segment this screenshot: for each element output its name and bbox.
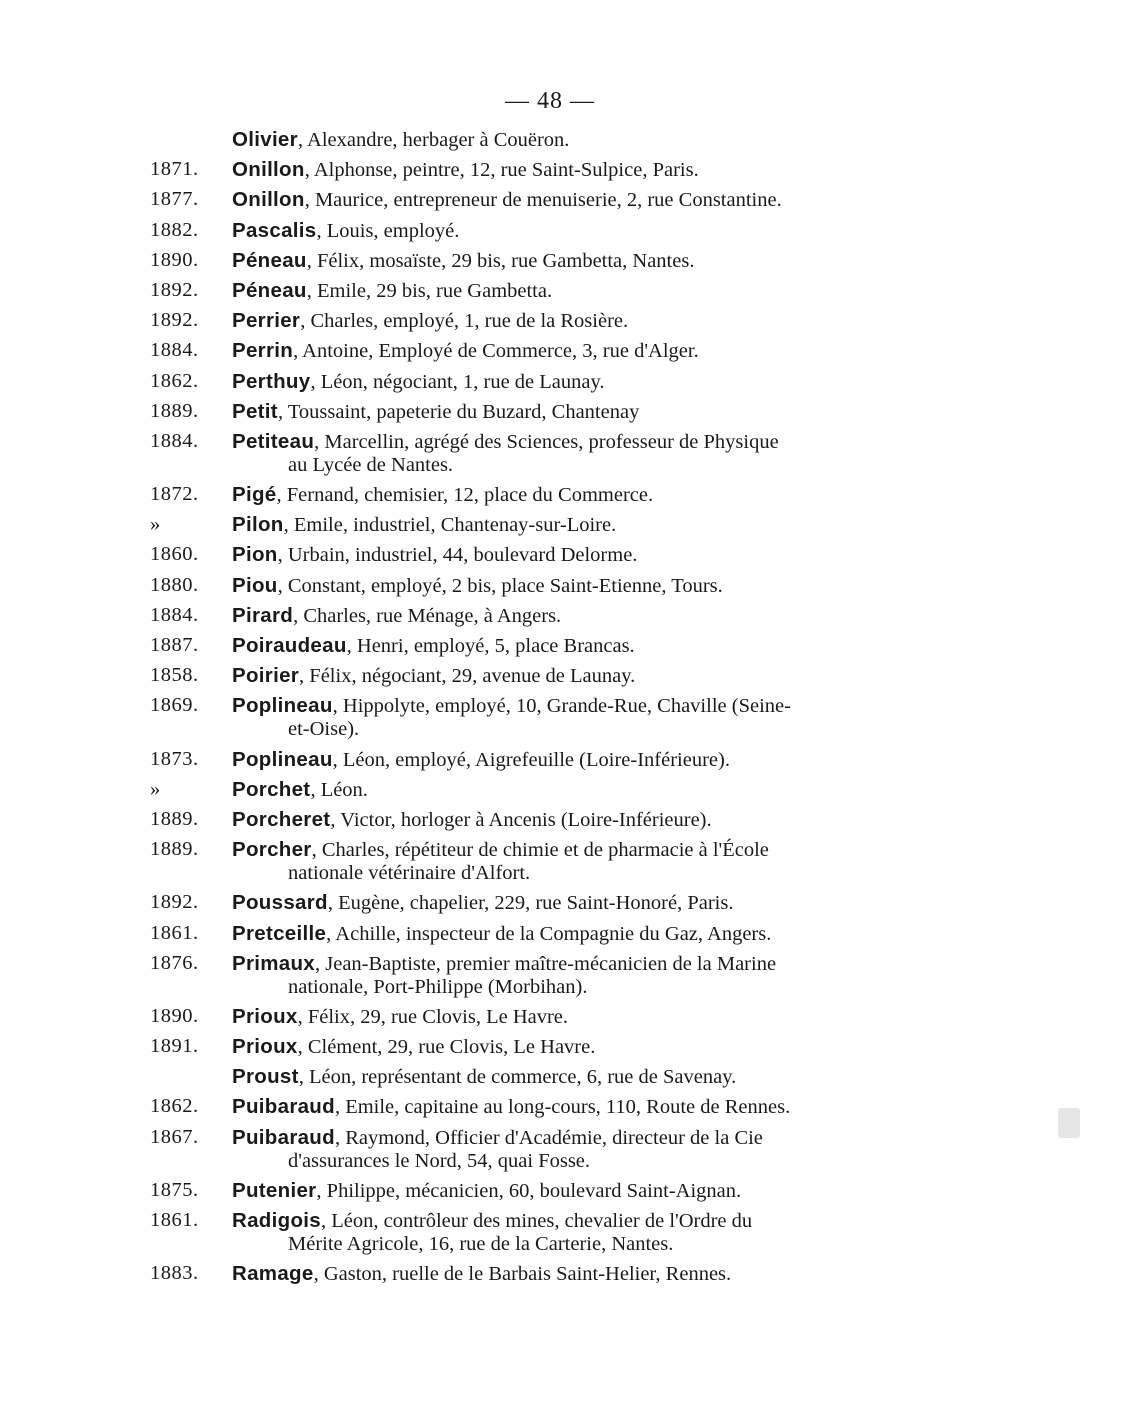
entry-details: , Achille, inspecteur de la Compagnie du Gaz, Angers. [326, 922, 772, 945]
entry-year: 1861. [150, 921, 199, 944]
list-item [150, 1005, 970, 1029]
list-item [150, 634, 970, 658]
entry-details: , Alexandre, herbager à Couëron. [297, 129, 570, 151]
entry-year: 1892. [150, 309, 199, 332]
entry-details: , Hippolyte, employé, 10, Grande-Rue, Chaville (Seine- [332, 695, 791, 718]
entry-details: , Urbain, industriel, 44, boulevard Delorme. [277, 544, 638, 567]
entry-year: 1861. [150, 1209, 199, 1231]
entry-year: 1892. [150, 891, 199, 914]
entry-name: Onillon [232, 158, 305, 182]
entry-name: Proust [232, 1065, 299, 1089]
entry-name: Onillon [232, 188, 305, 212]
entry-details: , Emile, capitaine au long-cours, 110, Route de Rennes. [334, 1096, 791, 1119]
list-item [150, 249, 970, 273]
entry-text [232, 483, 970, 507]
entry-year: 1873. [150, 747, 199, 770]
list-item [150, 400, 970, 424]
entry-details: , Louis, employé. [316, 219, 460, 242]
entry-text [232, 1179, 970, 1203]
list-item [150, 309, 970, 333]
entry-year: 1858. [150, 664, 199, 687]
entry-details: , Victor, horloger à Ancenis (Loire-Inférieure). [330, 808, 712, 831]
entry-name: Pigé [232, 483, 277, 507]
entry-text [232, 219, 970, 243]
entry-details: , Toussaint, papeterie du Buzard, Chantenay [277, 400, 640, 423]
entry-details: , Jean-Baptiste, premier maître-mécanicien de la Marine [315, 952, 777, 975]
entry-text [232, 370, 970, 394]
entry-name: Perrin [232, 339, 294, 363]
entry-year: » [150, 513, 161, 536]
entry-continuation: Mérite Agricole, 16, rue de la Carterie, Nantes. [288, 1233, 674, 1255]
entry-name: Olivier [232, 128, 298, 151]
entry-year: 1890. [150, 248, 199, 271]
entry-details: , Charles, rue Ménage, à Angers. [293, 604, 562, 627]
entry-text [232, 339, 970, 363]
entry-text [232, 748, 970, 772]
entry-continuation: nationale, Port-Philippe (Morbihan). [288, 975, 588, 998]
entry-details: , Raymond, Officier d'Académie, directeur de la Cie [334, 1126, 763, 1149]
entry-name: Porcheret [232, 807, 331, 831]
list-item [150, 574, 970, 598]
list-item [150, 1262, 970, 1286]
entry-continuation: au Lycée de Nantes. [288, 453, 454, 476]
entry-year: 1883. [150, 1262, 199, 1285]
entry-details: , Emile, 29 bis, rue Gambetta. [306, 279, 553, 302]
list-item [150, 891, 970, 915]
list-item [150, 808, 970, 832]
entry-details: , Philippe, mécanicien, 60, boulevard Saint-Aignan. [316, 1179, 742, 1202]
entry-name: Puibaraud [232, 1095, 335, 1119]
entry-details: , Charles, employé, 1, rue de la Rosière. [300, 310, 629, 333]
entry-text [232, 574, 970, 598]
list-item [150, 952, 970, 999]
entry-details: , Gaston, ruelle de le Barbais Saint-Helier, Rennes. [313, 1263, 732, 1286]
entry-year: 1877. [150, 188, 199, 211]
page-number: — 48 — [505, 88, 595, 114]
entry-text [232, 400, 970, 424]
list-item [150, 922, 970, 946]
list-item [150, 1065, 970, 1089]
entry-text [232, 1126, 970, 1173]
list-item [150, 543, 970, 567]
entry-text [232, 664, 970, 688]
entry-text [232, 1065, 970, 1089]
list-item [150, 1126, 970, 1173]
entry-year: 1875. [150, 1178, 199, 1201]
entry-year: » [150, 777, 161, 800]
entry-details: , Félix, mosaïste, 29 bis, rue Gambetta, Nantes. [306, 249, 695, 272]
directory-list [150, 128, 970, 1292]
entry-text [232, 188, 970, 212]
entry-name: Piou [232, 573, 278, 597]
entry-details: , Félix, négociant, 29, avenue de Launay. [299, 665, 636, 688]
entry-details: , Léon, négociant, 1, rue de Launay. [310, 370, 605, 393]
list-item [150, 483, 970, 507]
entry-name: Perthuy [232, 369, 311, 393]
list-item [150, 219, 970, 243]
entry-text [232, 604, 970, 628]
entry-details: , Léon, employé, Aigrefeuille (Loire-Inférieure). [332, 748, 730, 771]
scan-artifact [1058, 1108, 1080, 1138]
list-item [150, 188, 970, 212]
entry-text [232, 891, 970, 915]
entry-name: Poiraudeau [232, 634, 347, 657]
entry-text [232, 279, 970, 303]
entry-details: , Marcellin, agrégé des Sciences, professeur de Physique [314, 430, 779, 453]
list-item [150, 1209, 970, 1256]
list-item [150, 604, 970, 628]
entry-text [232, 694, 970, 741]
entry-year: 1871. [150, 158, 199, 181]
list-item [150, 370, 970, 394]
entry-details: , Eugène, chapelier, 229, rue Saint-Honoré, Paris. [327, 892, 734, 915]
list-item [150, 838, 970, 885]
entry-details: , Alphonse, peintre, 12, rue Saint-Sulpice, Paris. [304, 159, 699, 182]
entry-name: Petit [232, 399, 278, 423]
entry-details: , Charles, répétiteur de chimie et de pharmacie à l'École [311, 839, 769, 862]
entry-year: 1862. [150, 1095, 199, 1118]
entry-name: Poplineau [232, 747, 333, 771]
entry-year: 1869. [150, 694, 199, 717]
entry-year: 1889. [150, 399, 199, 422]
entry-name: Péneau [232, 278, 307, 302]
entry-name: Pion [232, 543, 278, 567]
entry-details: , Félix, 29, rue Clovis, Le Havre. [297, 1005, 569, 1028]
entry-text [232, 158, 970, 182]
entry-name: Pirard [232, 603, 294, 627]
list-item [150, 513, 970, 537]
entry-year: 1867. [150, 1125, 199, 1148]
entry-year: 1860. [150, 543, 199, 566]
entry-name: Primaux [232, 951, 315, 975]
entry-continuation: et-Oise). [288, 718, 360, 741]
list-item [150, 694, 970, 741]
entry-continuation: d'assurances le Nord, 54, quai Fosse. [288, 1149, 591, 1172]
entry-details: , Clément, 29, rue Clovis, Le Havre. [297, 1036, 596, 1059]
entry-name: Pretceille [232, 921, 327, 945]
entry-name: Prioux [232, 1035, 298, 1059]
entry-year: 1862. [150, 369, 199, 392]
entry-text [232, 430, 970, 477]
list-item [150, 339, 970, 363]
entry-name: Porchet [232, 777, 311, 801]
entry-year: 1889. [150, 838, 199, 861]
entry-details: , Léon, représentant de commerce, 6, rue de Savenay. [298, 1066, 737, 1089]
list-item [150, 1179, 970, 1203]
entry-text [232, 808, 970, 832]
entry-text [232, 309, 970, 333]
entry-year: 1884. [150, 603, 199, 626]
entry-year: 1889. [150, 807, 199, 830]
entry-text [232, 1095, 970, 1119]
entry-name: Péneau [232, 248, 307, 272]
entry-text [232, 952, 970, 999]
entry-details: , Maurice, entrepreneur de menuiserie, 2, rue Constantine. [304, 189, 782, 212]
entry-year: 1890. [150, 1004, 199, 1027]
entry-name: Ramage [232, 1262, 314, 1286]
entry-details: , Léon, contrôleur des mines, chevalier de l'Ordre du [320, 1210, 753, 1232]
list-item [150, 748, 970, 772]
list-item [150, 1035, 970, 1059]
entry-text [232, 1035, 970, 1059]
entry-text [232, 1209, 970, 1256]
list-item [150, 128, 970, 152]
list-item [150, 1095, 970, 1119]
entry-name: Porcher [232, 838, 312, 862]
entry-text [232, 838, 970, 885]
entry-text [232, 634, 970, 658]
entry-name: Poussard [232, 891, 328, 915]
entry-name: Pilon [232, 513, 284, 537]
entry-details: , Fernand, chemisier, 12, place du Commerce. [276, 484, 654, 507]
entry-year: 1884. [150, 339, 199, 362]
entry-year: 1876. [150, 951, 199, 974]
entry-details: , Constant, employé, 2 bis, place Saint-Etienne, Tours. [277, 574, 723, 597]
entry-name: Putenier [232, 1178, 317, 1202]
entry-name: Pascalis [232, 218, 317, 242]
entry-name: Petiteau [232, 429, 315, 453]
entry-details: , Antoine, Employé de Commerce, 3, rue d'Alger. [293, 340, 699, 363]
entry-text [232, 778, 970, 802]
entry-year: 1884. [150, 429, 199, 452]
entry-details: , Henri, employé, 5, place Brancas. [346, 635, 635, 657]
list-item [150, 430, 970, 477]
entry-year: 1891. [150, 1035, 199, 1058]
entry-year: 1872. [150, 483, 199, 506]
entry-details: , Léon. [310, 778, 368, 801]
entry-name: Prioux [232, 1004, 298, 1028]
entry-text [232, 249, 970, 273]
entry-name: Poplineau [232, 694, 333, 718]
entry-text [232, 513, 970, 537]
entry-continuation: nationale vétérinaire d'Alfort. [288, 862, 531, 885]
entry-text [232, 543, 970, 567]
entry-text [232, 128, 970, 152]
entry-name: Puibaraud [232, 1125, 335, 1149]
list-item [150, 664, 970, 688]
entry-year: 1882. [150, 218, 199, 241]
entry-text [232, 922, 970, 946]
entry-year: 1892. [150, 278, 199, 301]
entry-text [232, 1262, 970, 1286]
entry-name: Perrier [232, 309, 301, 333]
list-item [150, 279, 970, 303]
entry-name: Poirier [232, 664, 300, 688]
entry-details: , Emile, industriel, Chantenay-sur-Loire. [283, 514, 617, 537]
list-item [150, 778, 970, 802]
list-item [150, 158, 970, 182]
entry-text [232, 1005, 970, 1029]
entry-name: Radigois [232, 1209, 321, 1232]
entry-year: 1887. [150, 634, 199, 656]
entry-year: 1880. [150, 573, 199, 596]
